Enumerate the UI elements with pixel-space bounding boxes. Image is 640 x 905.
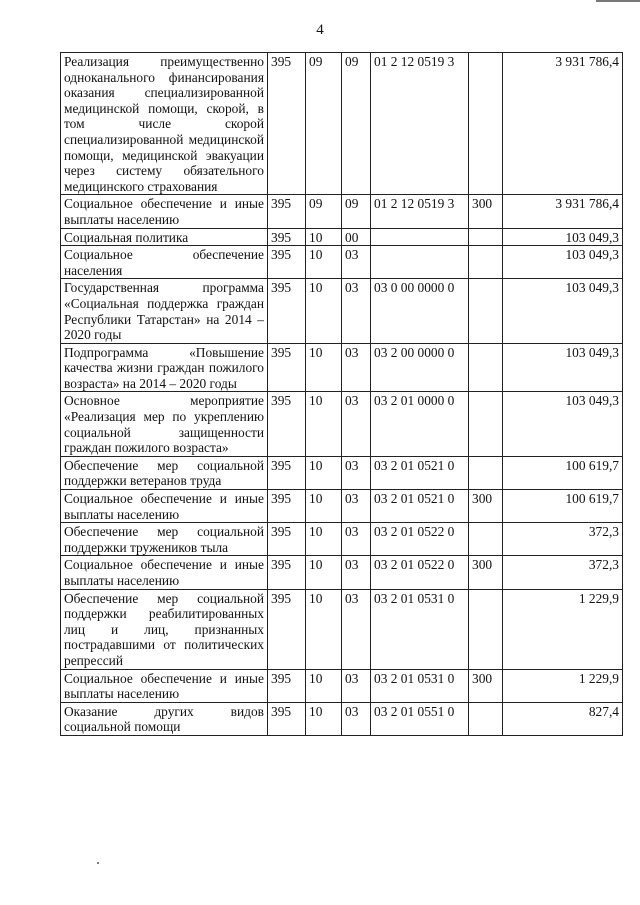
ministry-code-cell: 395: [268, 490, 306, 523]
target-article-cell: [371, 246, 469, 279]
amount-cell: 103 049,3: [503, 228, 623, 246]
row-name-cell: Обеспечение мер социальной поддержки реабилитированных лиц и лиц, признанных пострадавшими от политических репрессий: [61, 589, 268, 669]
row-name-cell: Оказание других видов социальной помощи: [61, 702, 268, 735]
expense-type-cell: [469, 523, 503, 556]
ministry-code-cell: 395: [268, 392, 306, 456]
row-name-cell: Социальное обеспечение населения: [61, 246, 268, 279]
subsection-code-cell: 09: [342, 195, 371, 228]
amount-cell: 103 049,3: [503, 343, 623, 392]
subsection-code-cell: 03: [342, 556, 371, 589]
amount-cell: 100 619,7: [503, 456, 623, 489]
table-row: [61, 490, 623, 523]
expense-type-cell: [469, 392, 503, 456]
target-article-cell: 03 2 01 0521 0: [371, 456, 469, 489]
expense-type-cell: [469, 279, 503, 343]
page-number: 4: [316, 22, 324, 38]
subsection-code-cell: 03: [342, 702, 371, 735]
ministry-code-cell: 395: [268, 53, 306, 195]
ministry-code-cell: 395: [268, 228, 306, 246]
ministry-code-cell: 395: [268, 669, 306, 702]
table-row: [61, 556, 623, 589]
amount-cell: 103 049,3: [503, 279, 623, 343]
ministry-code-cell: 395: [268, 556, 306, 589]
row-name-cell: Обеспечение мер социальной поддержки ветеранов труда: [61, 456, 268, 489]
table-row: [61, 456, 623, 489]
expense-type-cell: 300: [469, 556, 503, 589]
expense-type-cell: [469, 246, 503, 279]
section-code-cell: 09: [306, 53, 342, 195]
amount-cell: 103 049,3: [503, 246, 623, 279]
row-name-cell: Государственная программа «Социальная поддержка граждан Республики Татарстан» на 2014 – 2020 годы: [61, 279, 268, 343]
subsection-code-cell: 03: [342, 343, 371, 392]
section-code-cell: 10: [306, 523, 342, 556]
subsection-code-cell: 03: [342, 456, 371, 489]
amount-cell: 827,4: [503, 702, 623, 735]
target-article-cell: 03 2 01 0551 0: [371, 702, 469, 735]
target-article-cell: 01 2 12 0519 3: [371, 195, 469, 228]
table-row: [61, 246, 623, 279]
subsection-code-cell: 03: [342, 490, 371, 523]
table-row: [61, 589, 623, 669]
ministry-code-cell: 395: [268, 456, 306, 489]
amount-cell: 1 229,9: [503, 669, 623, 702]
subsection-code-cell: 00: [342, 228, 371, 246]
expense-type-cell: [469, 702, 503, 735]
target-article-cell: 01 2 12 0519 3: [371, 53, 469, 195]
table-row: [61, 53, 623, 195]
table-row: [61, 343, 623, 392]
section-code-cell: 10: [306, 279, 342, 343]
target-article-cell: 03 0 00 0000 0: [371, 279, 469, 343]
subsection-code-cell: 03: [342, 279, 371, 343]
subsection-code-cell: 03: [342, 589, 371, 669]
row-name-cell: Социальная политика: [61, 228, 268, 246]
expense-type-cell: 300: [469, 195, 503, 228]
subsection-code-cell: 03: [342, 523, 371, 556]
target-article-cell: 03 2 01 0000 0: [371, 392, 469, 456]
section-code-cell: 10: [306, 669, 342, 702]
table-row: [61, 195, 623, 228]
subsection-code-cell: 09: [342, 53, 371, 195]
table-row: [61, 702, 623, 735]
ministry-code-cell: 395: [268, 589, 306, 669]
ministry-code-cell: 395: [268, 195, 306, 228]
section-code-cell: 10: [306, 246, 342, 279]
expense-type-cell: [469, 53, 503, 195]
section-code-cell: 10: [306, 589, 342, 669]
row-name-cell: Подпрограмма «Повышение качества жизни граждан пожилого возраста» на 2014 – 2020 годы: [61, 343, 268, 392]
amount-cell: 372,3: [503, 523, 623, 556]
target-article-cell: 03 2 00 0000 0: [371, 343, 469, 392]
budget-table: [60, 52, 623, 736]
ministry-code-cell: 395: [268, 343, 306, 392]
scan-corner-mark: [596, 0, 640, 2]
target-article-cell: 03 2 01 0531 0: [371, 669, 469, 702]
section-code-cell: 10: [306, 456, 342, 489]
target-article-cell: 03 2 01 0531 0: [371, 589, 469, 669]
target-article-cell: [371, 228, 469, 246]
expense-type-cell: [469, 456, 503, 489]
table-row: [61, 228, 623, 246]
subsection-code-cell: 03: [342, 246, 371, 279]
amount-cell: 1 229,9: [503, 589, 623, 669]
row-name-cell: Реализация преимущественно одноканального финансирования оказания специализированной медицинской помощи, скорой, в том числе скорой специализированной медицинской помощи, медицинской эвакуации через систему обязательного медицинского страхования: [61, 53, 268, 195]
expense-type-cell: 300: [469, 669, 503, 702]
ministry-code-cell: 395: [268, 246, 306, 279]
ministry-code-cell: 395: [268, 523, 306, 556]
target-article-cell: 03 2 01 0522 0: [371, 556, 469, 589]
row-name-cell: Социальное обеспечение и иные выплаты населению: [61, 556, 268, 589]
table-row: [61, 669, 623, 702]
section-code-cell: 10: [306, 228, 342, 246]
table-row: [61, 279, 623, 343]
section-code-cell: 09: [306, 195, 342, 228]
ministry-code-cell: 395: [268, 279, 306, 343]
section-code-cell: 10: [306, 702, 342, 735]
expense-type-cell: [469, 589, 503, 669]
row-name-cell: Обеспечение мер социальной поддержки тружеников тыла: [61, 523, 268, 556]
amount-cell: 3 931 786,4: [503, 53, 623, 195]
target-article-cell: 03 2 01 0521 0: [371, 490, 469, 523]
budget-table-body: [61, 53, 623, 736]
subsection-code-cell: 03: [342, 669, 371, 702]
target-article-cell: 03 2 01 0522 0: [371, 523, 469, 556]
expense-type-cell: [469, 343, 503, 392]
amount-cell: 100 619,7: [503, 490, 623, 523]
row-name-cell: Социальное обеспечение и иные выплаты населению: [61, 195, 268, 228]
row-name-cell: Основное мероприятие «Реализация мер по укреплению социальной защищенности граждан пожилого возраста»: [61, 392, 268, 456]
section-code-cell: 10: [306, 392, 342, 456]
row-name-cell: Социальное обеспечение и иные выплаты населению: [61, 490, 268, 523]
section-code-cell: 10: [306, 556, 342, 589]
section-code-cell: 10: [306, 343, 342, 392]
amount-cell: 103 049,3: [503, 392, 623, 456]
expense-type-cell: [469, 228, 503, 246]
scan-speck: [97, 862, 99, 864]
ministry-code-cell: 395: [268, 702, 306, 735]
amount-cell: 372,3: [503, 556, 623, 589]
table-row: [61, 392, 623, 456]
table-row: [61, 523, 623, 556]
amount-cell: 3 931 786,4: [503, 195, 623, 228]
row-name-cell: Социальное обеспечение и иные выплаты населению: [61, 669, 268, 702]
subsection-code-cell: 03: [342, 392, 371, 456]
expense-type-cell: 300: [469, 490, 503, 523]
section-code-cell: 10: [306, 490, 342, 523]
